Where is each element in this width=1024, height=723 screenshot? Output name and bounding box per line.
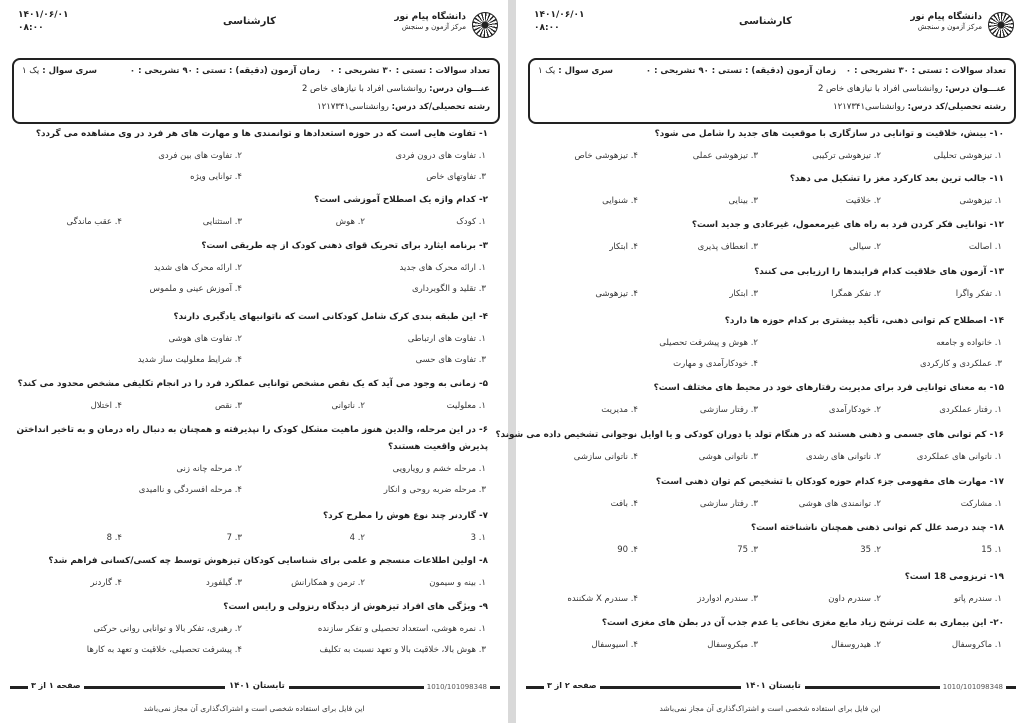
question-9: ۹- ویژگی های افراد تیزهوش از دیدگاه رنزولی و رایس است؟ ۱. نمره هوشی، استعداد تحصیلی و تفکر سازنده ۲. رهبری، تفکر بالا و توانایی روانی حرکتی ۳. هوش بالا، خلاقیت بالا و تعهد نسبت به تکلیف ۴. پیشرفت تحصیلی، خلاقیت و تعهد به کارها xyxy=(86,602,488,655)
question-5: ۵- زمانی به وجود می آید که یک نقص مشخص توانایی عملکرد فرد را در انجام تکلیفی مشخص محدود می کند؟ ۱. معلولیت ۲. ناتوانی ۳. نقص ۴. اختلال xyxy=(17,379,488,411)
course-field: رشته تحصیلی/کد درس: روانشناسی۱۲۱۷۳۴۱ xyxy=(833,102,1006,112)
option[interactable]: ۳. گیلفورد xyxy=(206,578,242,588)
question-14: ۱۴- اصطلاح کم توانی ذهنی، تأکید بیشتری بر کدام حوزه ها دارد؟ ۱. خانواده و جامعه ۲. هوش و پیشرفت تحصیلی ۳. عملکردی و کارکردی ۴. خودکارآمدی و مهارت xyxy=(659,316,1004,369)
question-18: ۱۸- چند درصد علل کم توانی ذهنی همچنان ناشناخته است؟ ۱. 15 ۲. 35 ۳. 75 ۴. 90 xyxy=(617,523,1004,555)
option[interactable]: ۳. رفتار سازشی xyxy=(699,405,758,415)
exam-datetime xyxy=(18,10,69,36)
question-15: ۱۵- به معنای توانایی فرد برای مدیریت رفتارهای خود در محیط های مختلف است؟ ۱. رفتار عملکردی ۲. خودکارآمدی ۳. رفتار سازشی ۴. مدیریت xyxy=(601,383,1004,415)
option[interactable]: ۲. هیدروسفال xyxy=(831,640,881,650)
option[interactable]: ۲. 4 xyxy=(349,533,365,543)
option[interactable]: ۱. ارائه محرک های جدید xyxy=(399,263,486,273)
series: سری سوال : یک ۱ xyxy=(538,66,613,76)
exam-duration: زمان آزمون (دقیقه) : تستی : ۹۰ تشریحی : ۰ xyxy=(129,66,320,76)
exam-time: ۰۸:۰۰ xyxy=(18,23,44,33)
question-17: ۱۷- مهارت های مفهومی جزء کدام حوزه کودکان با تشخیص کم توان ذهنی است؟ ۱. مشارکت ۲. توانمندی های هوشی ۳. رفتار سازشی ۴. بافت xyxy=(610,477,1004,509)
option[interactable]: ۲. تفاوت های هوشی xyxy=(168,334,242,344)
question-11: ۱۱- جالب ترین بعد کارکرد مغز را تشکیل می دهد؟ ۱. تیزهوشی ۲. خلاقیت ۳. بینایی ۴. شنوایی xyxy=(602,174,1004,206)
option[interactable]: ۳. انعطاف پذیری xyxy=(697,242,758,252)
option[interactable]: ۳. میکروسفال xyxy=(707,640,758,650)
option[interactable]: ۴. خودکارآمدی و مهارت xyxy=(673,359,758,369)
option[interactable]: ۱. 3 xyxy=(470,533,486,543)
copyright-notice: این فایل برای استفاده شخصی است و اشتراک‌گذاری آن مجاز نمی‌باشد xyxy=(143,704,365,713)
exam-season: تابستان ۱۴۰۱ xyxy=(225,681,289,691)
option[interactable]: ۱. خانواده و جامعه xyxy=(936,338,1002,348)
option[interactable]: ۱. تیزهوشی xyxy=(959,196,1002,206)
option[interactable]: ۲. سندرم داون xyxy=(828,594,881,604)
option[interactable]: ۲. هوش xyxy=(335,217,365,227)
series: سری سوال : یک ۱ xyxy=(22,66,97,76)
option[interactable]: ۳. تقلید و الگوبرداری xyxy=(412,284,486,294)
option[interactable]: ۴. اختلال xyxy=(90,401,122,411)
question-list xyxy=(12,126,500,685)
question-count: تعداد سوالات : تستی : ۳۰ تشریحی : ۰ xyxy=(329,66,490,76)
option[interactable]: ۲. سیالی xyxy=(849,242,881,252)
option[interactable]: ۲. 35 xyxy=(860,545,881,555)
option[interactable]: ۲. توانمندی های هوشی xyxy=(798,499,881,509)
option[interactable]: ۳. تیزهوشی عملی xyxy=(692,151,758,161)
copyright-notice: این فایل برای استفاده شخصی است و اشتراک‌گذاری آن مجاز نمی‌باشد xyxy=(659,704,881,713)
option[interactable]: ۲. تیزهوشی ترکیبی xyxy=(812,151,881,161)
option[interactable]: ۳. 7 xyxy=(226,533,242,543)
option[interactable]: ۱. اصالت xyxy=(968,242,1002,252)
option[interactable]: ۳. عملکردی و کارکردی xyxy=(919,359,1002,369)
option[interactable]: ۱. تفاوت های ارتباطی xyxy=(407,334,486,344)
option[interactable]: ۱. کودک xyxy=(456,217,486,227)
option[interactable]: ۴. سندرم X شکننده xyxy=(567,594,638,604)
option[interactable]: ۱. ناتوانی های عملکردی xyxy=(916,452,1002,462)
option[interactable]: ۱. مرحله خشم و رویارویی xyxy=(392,464,486,474)
page-number: صفحه ۲ از ۳ xyxy=(544,681,600,690)
option[interactable]: ۱. 15 xyxy=(981,545,1002,555)
option[interactable]: ۳. تفاوتهای خاص xyxy=(426,172,486,182)
exam-time: ۰۸:۰۰ xyxy=(534,23,560,33)
option[interactable]: ۲. خودکارآمدی xyxy=(828,405,881,415)
page-footer xyxy=(526,681,1016,699)
exam-season: تابستان ۱۴۰۱ xyxy=(741,681,805,691)
exam-page-1 xyxy=(0,0,508,723)
question-3: ۳- برنامه ایثارد برای تحریک قوای ذهنی کودک از چه طریقی است؟ ۱. ارائه محرک های جدید ۲. ارائه محرک های شدید ۳. تقلید و الگوبرداری ۴. آموزش عینی و ملموس xyxy=(149,241,488,294)
option[interactable]: ۱. معلولیت xyxy=(446,401,486,411)
question-count: تعداد سوالات : تستی : ۳۰ تشریحی : ۰ xyxy=(845,66,1006,76)
page-gutter xyxy=(508,0,516,723)
university-logo-icon xyxy=(472,12,498,38)
exam-code: 1010/101098348 xyxy=(424,683,490,691)
option[interactable]: ۴. توانایی ویژه xyxy=(190,172,242,182)
course-title: عنـــوان درس: روانشناسی افراد با نیازهای خاص 2 xyxy=(301,84,490,94)
option[interactable]: ۴. 8 xyxy=(106,533,122,543)
option[interactable]: ۱. ماکروسفال xyxy=(951,640,1002,650)
option[interactable]: ۳. 75 xyxy=(737,545,758,555)
question-list xyxy=(495,126,1016,685)
exam-date: ۱۴۰۱/۰۶/۰۱ xyxy=(18,10,69,20)
option[interactable]: ۱. رفتار عملکردی xyxy=(939,405,1002,415)
option[interactable]: ۳. رفتار سازشی xyxy=(699,499,758,509)
option[interactable]: ۴. آموزش عینی و ملموس xyxy=(149,284,242,294)
option[interactable]: ۲. تفکر همگرا xyxy=(831,289,881,299)
question-2: ۲- کدام واژه یک اصطلاح آموزشی است؟ ۱. کودک ۲. هوش ۳. استثنایی ۴. عقب ماندگی xyxy=(66,195,488,227)
exam-date: ۱۴۰۱/۰۶/۰۱ xyxy=(534,10,585,20)
option[interactable]: ۱. سندرم پاتو xyxy=(954,594,1002,604)
exam-duration: زمان آزمون (دقیقه) : تستی : ۹۰ تشریحی : ۰ xyxy=(645,66,836,76)
exam-datetime xyxy=(534,10,585,36)
option[interactable]: ۳. نقص xyxy=(214,401,242,411)
option[interactable]: ۳. مرحله ضربه روحی و انکار xyxy=(383,485,486,495)
option[interactable]: ۱. بینه و سیمون xyxy=(429,578,486,588)
option[interactable]: ۲. ناتوانی های رشدی xyxy=(806,452,881,462)
question-19: ۱۹- تریزومی 18 است؟ ۱. سندرم پاتو ۲. سندرم داون ۳. سندرم ادواردز ۴. سندرم X شکننده xyxy=(567,572,1004,604)
option[interactable]: ۴. گاردنر xyxy=(90,578,122,588)
exam-type: کارشناسی xyxy=(223,16,276,27)
option[interactable]: ۴. مرحله افسردگی و ناامیدی xyxy=(138,485,242,495)
option[interactable]: ۳. سندرم ادواردز xyxy=(697,594,758,604)
option[interactable]: ۲. هوش و پیشرفت تحصیلی xyxy=(659,338,758,348)
option[interactable]: ۲. ناتوانی xyxy=(331,401,365,411)
exam-code: 1010/101098348 xyxy=(940,683,1006,691)
option[interactable]: ۴. بافت xyxy=(610,499,638,509)
option[interactable]: ۱. نمره هوشی، استعداد تحصیلی و تفکر سازنده xyxy=(317,624,486,634)
option[interactable]: ۲. ارائه محرک های شدید xyxy=(153,263,242,273)
option[interactable]: ۳. استثنایی xyxy=(202,217,242,227)
option[interactable]: ۳. بینایی xyxy=(728,196,758,206)
question-8: ۸- اولین اطلاعات منسجم و علمی برای شناسایی کودکان تیزهوش توسط چه کسی/کسانی فراهم شد؟ ۱. بینه و سیمون ۲. ترمن و همکارانش ۳. گیلفورد ۴. گاردنر xyxy=(48,556,488,588)
option[interactable]: ۱. مشارکت xyxy=(960,499,1002,509)
exam-info-box xyxy=(528,58,1016,124)
page-number: صفحه ۱ از ۳ xyxy=(28,681,84,690)
option[interactable]: ۲. مرحله چانه زنی xyxy=(176,464,242,474)
exam-type: کارشناسی xyxy=(739,16,792,27)
exam-page-2 xyxy=(495,0,1024,723)
course-title: عنـــوان درس: روانشناسی افراد با نیازهای خاص 2 xyxy=(817,84,1006,94)
option[interactable]: ۲. خلاقیت xyxy=(845,196,881,206)
option[interactable]: ۳. تفاوت های حسی xyxy=(415,355,486,365)
question-20: ۲۰- این بیماری به علت ترشح زیاد مایع مغزی نخاعی یا عدم جذب آن در بطن های مغزی است؟ ۱. ماکروسفال ۲. هیدروسفال ۳. میکروسفال ۴. اسیوسفال xyxy=(591,618,1004,650)
option[interactable]: ۴. عقب ماندگی xyxy=(66,217,122,227)
option[interactable]: ۳. هوش بالا، خلاقیت بالا و تعهد نسبت به تکلیف xyxy=(319,645,486,655)
option[interactable]: ۳. ابتکار xyxy=(729,289,758,299)
option[interactable]: ۲. تفاوت های بین فردی xyxy=(158,151,242,161)
option[interactable]: ۴. پیشرفت تحصیلی، خلاقیت و تعهد به کارها xyxy=(86,645,242,655)
option[interactable]: ۳. ناتوانی هوشی xyxy=(698,452,758,462)
option[interactable]: ۱. تیزهوشی تحلیلی xyxy=(933,151,1002,161)
page-header xyxy=(18,6,498,50)
question-12: ۱۲- توانایی فکر کردن فرد به راه های غیرمعمول، غیرعادی و جدید است؟ ۱. اصالت ۲. سیالی ۳. انعطاف پذیری ۴. ابتکار xyxy=(609,220,1004,252)
option[interactable]: ۱. تفکر واگرا xyxy=(955,289,1002,299)
university-logo-icon xyxy=(988,12,1014,38)
question-10: ۱۰- بینش، خلاقیت و توانایی در سازگاری با موقعیت های جدید را شامل می شود؟ ۱. تیزهوشی تحلیلی ۲. تیزهوشی ترکیبی ۳. تیزهوشی عملی ۴. تیزهوشی خاص xyxy=(574,129,1004,161)
page-header xyxy=(534,6,1014,50)
exam-info-box xyxy=(12,58,500,124)
option[interactable]: ۲. رهبری، تفکر بالا و توانایی روانی حرکتی xyxy=(93,624,242,634)
option[interactable]: ۴. اسیوسفال xyxy=(591,640,638,650)
university-name: دانشگاه پیام نور مرکز آزمون و سنجش xyxy=(394,12,466,31)
option[interactable]: ۴. تیزهوشی xyxy=(595,289,638,299)
question-4: ۴- این طبقه بندی کرک شامل کودکانی است که ناتوانیهای یادگیری دارند؟ ۱. تفاوت های ارتباطی ۲. تفاوت های هوشی ۳. تفاوت های حسی ۴. شرایط معلولیت ساز شدید xyxy=(137,312,488,365)
option[interactable]: ۴. ناتوانی سازشی xyxy=(573,452,638,462)
page-footer xyxy=(10,681,500,699)
option[interactable]: ۴. 90 xyxy=(617,545,638,555)
question-16: ۱۶- کم توانی های جسمی و ذهنی هستند که در هنگام تولد یا دوران کودکی و یا اوایل نوجوانی تشخیص داده می شوند؟ ۱. ناتوانی های عملکردی ۲. ناتوانی های رشدی ۳. ناتوانی هوشی ۴. ناتوانی سازشی xyxy=(495,430,1004,462)
question-13: ۱۳- آزمون های خلاقیت کدام فرایندها را ارزیابی می کنند؟ ۱. تفکر واگرا ۲. تفکر همگرا ۳. ابتکار ۴. تیزهوشی xyxy=(595,267,1004,299)
option[interactable]: ۴. شرایط معلولیت ساز شدید xyxy=(137,355,242,365)
question-1: ۱- تفاوت هایی است که در حوزه استعدادها و توانمندی ها و مهارت های هر فرد در وی مشاهده می گردد؟ ۱. تفاوت های درون فردی ۲. تفاوت های بین فردی ۳. تفاوتهای خاص ۴. توانایی ویژه xyxy=(35,129,488,182)
option[interactable]: ۴. مدیریت xyxy=(601,405,638,415)
option[interactable]: ۴. شنوایی xyxy=(602,196,638,206)
question-7: ۷- گاردنر چند نوع هوش را مطرح کرد؟ ۱. 3 ۲. 4 ۳. 7 ۴. 8 xyxy=(106,511,488,543)
option[interactable]: ۱. تفاوت های درون فردی xyxy=(395,151,486,161)
university-name: دانشگاه پیام نور مرکز آزمون و سنجش xyxy=(910,12,982,31)
option[interactable]: ۴. ابتکار xyxy=(609,242,638,252)
option[interactable]: ۴. تیزهوشی خاص xyxy=(574,151,638,161)
question-6: ۶- در این مرحله، والدین هنوز ماهیت مشکل کودک را نپذیرفته و همچنان به دنبال راه درمان و به تاخیر انداختن پذیرش واقعیت هستند؟ ۱. مرحله خشم و رویارویی ۲. مرحله چانه زنی ۳. مرحله ضربه روحی و انکار ۴. مرحله افسردگی و ناامیدی xyxy=(16,425,488,495)
option[interactable]: ۲. ترمن و همکارانش xyxy=(291,578,365,588)
course-field: رشته تحصیلی/کد درس: روانشناسی۱۲۱۷۳۴۱ xyxy=(317,102,490,112)
